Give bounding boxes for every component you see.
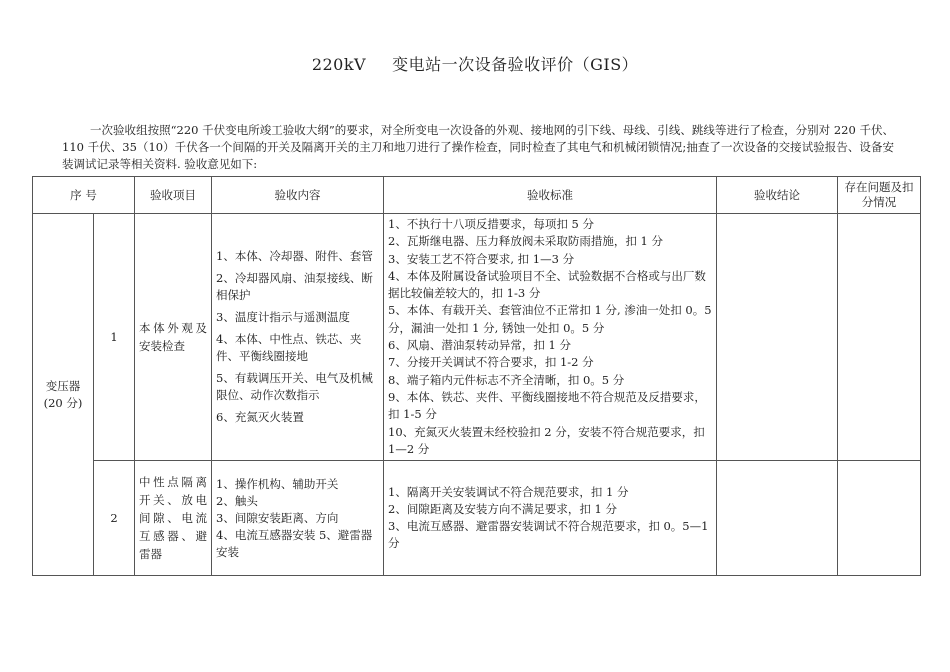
row-number: 1 (94, 214, 135, 461)
acceptance-table (32, 176, 921, 576)
content-line: 2、触头 (216, 493, 258, 508)
criteria-line: 3、安装工艺不符合要求, 扣 1—3 分 (388, 251, 575, 266)
criteria-line: 2、瓦斯继电器、压力释放阀未采取防雨措施，扣 1 分 (388, 234, 663, 249)
criteria-line: 1、隔离开关安装调试不符合规范要求，扣 1 分 (388, 484, 629, 499)
header-item: 验收项目 (135, 177, 212, 214)
table-row (33, 461, 921, 576)
content-line: 3、温度计指示与遥测温度 (216, 310, 350, 325)
header-row (33, 177, 921, 214)
content-line: 1、本体、冷却器、附件、套管 (216, 249, 373, 264)
header-conclusion: 验收结论 (717, 177, 838, 214)
title-text: 变电站一次设备验收评价（GIS） (392, 55, 639, 74)
row-conclusion (717, 214, 838, 461)
criteria-line: 4、本体及附属设备试验项目不全、试验数据不合格或与出厂数据比较偏差较大的，扣 1-3 分 (388, 268, 706, 301)
row-item: 本体外观及安装检查 (135, 214, 212, 461)
category-name: 变压器 (45, 378, 81, 393)
header-seq: 序 号 (33, 177, 135, 214)
intro-text: 一次验收组按照“220 千伏变电所竣工验收大纲”的要求，对全所变电一次设备的外观、接地网的引下线、母线、引线、跳线等进行了检查，分别对 220 千伏、110 千伏、35（10）千伏各一个间隔的开关及隔离开关的主刀和地刀进行了操作检查，同时检查了其电气和机械闭锁情况;抽查了一次设备的交接试验报告、设备安装调试记录等相关资料. 验收意见如下: (62, 123, 894, 171)
criteria-line: 1、不执行十八项反措要求，每项扣 5 分 (388, 217, 594, 231)
row-content (212, 214, 384, 461)
content-line: 5、有载调压开关、电气及机械限位、动作次数指示 (216, 371, 373, 403)
intro-paragraph (62, 122, 894, 173)
row-conclusion (717, 461, 838, 576)
header-criteria: 验收标准 (384, 177, 717, 214)
content-line: 4、本体、中性点、铁芯、夹件、平衡线圈接地 (216, 332, 362, 364)
row-criteria (384, 214, 717, 461)
row-item: 中性点隔离开关、放电间隙、电流互感器、避雷器 (135, 461, 212, 576)
row-issues (838, 461, 921, 576)
page-title (0, 52, 950, 75)
criteria-line: 5、本体、有载开关、套管油位不正常扣 1 分, 渗油一处扣 0。5 分，漏油一处扣 1 分, 锈蚀一处扣 0。5 分 (388, 303, 712, 335)
category-score: (20 分) (43, 395, 83, 410)
criteria-line: 9、本体、铁芯、夹件、平衡线圈接地不符合规范及反措要求，扣 1-5 分 (388, 389, 706, 422)
category-cell (33, 214, 94, 576)
criteria-line: 8、端子箱内元件标志不齐全清晰，扣 0。5 分 (388, 372, 625, 387)
header-content: 验收内容 (212, 177, 384, 214)
row-content (212, 461, 384, 576)
row-issues (838, 214, 921, 461)
content-line: 4、电流互感器安装 5、避雷器安装 (216, 527, 373, 559)
title-voltage: 220kV (311, 55, 367, 74)
criteria-line: 3、电流互感器、避雷器安装调试不符合规范要求，扣 0。5—1 分 (388, 519, 709, 551)
content-line: 6、充氮灭火装置 (216, 410, 304, 425)
content-line: 3、间隙安装距离、方向 (216, 510, 339, 525)
content-line: 1、操作机构、辅助开关 (216, 476, 339, 491)
row-criteria (384, 461, 717, 576)
content-line: 2、冷却器风扇、油泵接线、断相保护 (216, 271, 373, 303)
criteria-line: 7、分接开关调试不符合要求，扣 1-2 分 (388, 355, 594, 370)
header-issues: 存在问题及扣分情况 (838, 177, 921, 214)
table-row (33, 214, 921, 461)
criteria-line: 6、风扇、潜油泵转动异常，扣 1 分 (388, 338, 571, 353)
criteria-line: 10、充氮灭火装置未经校验扣 2 分，安装不符合规范要求，扣 1—2 分 (388, 424, 705, 456)
row-number: 2 (94, 461, 135, 576)
criteria-line: 2、间隙距离及安装方向不满足要求，扣 1 分 (388, 501, 617, 516)
